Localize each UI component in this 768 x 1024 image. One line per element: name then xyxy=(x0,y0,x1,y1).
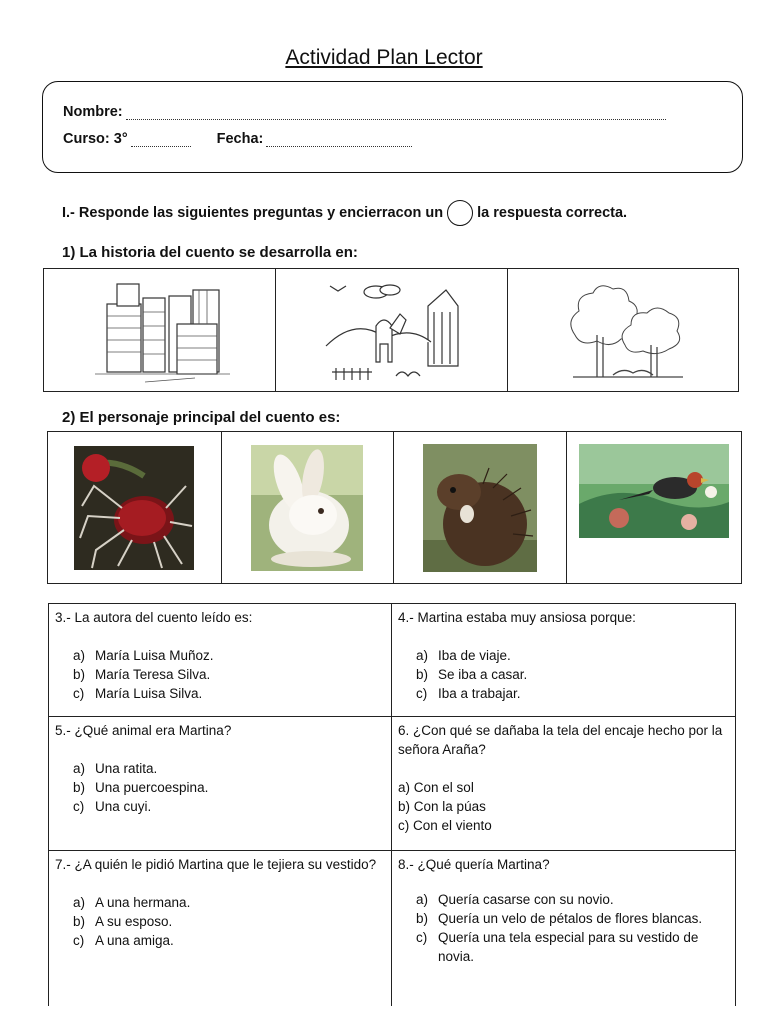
bird-option[interactable] xyxy=(567,432,742,583)
question-8-option-a[interactable]: a) Quería casarse con su novio. xyxy=(416,892,614,907)
porcupine-option[interactable] xyxy=(394,432,567,583)
course-field[interactable] xyxy=(131,134,191,147)
circle-icon xyxy=(447,200,473,226)
questions-table xyxy=(48,603,736,1006)
question-6-option-b[interactable]: b) Con la púas xyxy=(398,799,486,814)
forest-option[interactable] xyxy=(508,269,738,391)
course-label: Curso: 3° xyxy=(63,131,128,147)
question-7-title: 7.- ¿A quién le pidió Martina que le tejiera su vestido? xyxy=(55,857,377,872)
question-8-option-c[interactable]: c) Quería una tela especial para su vestido de novia. xyxy=(416,930,699,964)
question-8-option-b[interactable]: b) Quería un velo de pétalos de flores blancas. xyxy=(416,911,703,926)
question-1-options xyxy=(43,268,739,392)
question-1: 1) La historia del cuento se desarrolla en: xyxy=(62,244,358,261)
question-4-cell xyxy=(392,604,736,717)
question-6-title: 6. ¿Con qué se dañaba la tela del encaje hecho por la señora Araña? xyxy=(398,723,723,757)
page-title: Actividad Plan Lector xyxy=(285,46,483,69)
date-field[interactable] xyxy=(266,134,412,147)
city-option[interactable] xyxy=(44,269,276,391)
city-illustration xyxy=(85,274,235,386)
bird-photo xyxy=(579,444,729,538)
question-7-cell xyxy=(49,851,392,1006)
question-7-option-a[interactable]: a) A una hermana. xyxy=(73,895,191,910)
rabbit-photo xyxy=(251,445,363,571)
question-4-option-a[interactable]: a) Iba de viaje. xyxy=(416,648,511,663)
name-row xyxy=(63,104,666,120)
question-6-option-c[interactable]: c) Con el viento xyxy=(398,818,492,833)
farm-illustration xyxy=(316,276,466,384)
question-8-title: 8.- ¿Qué quería Martina? xyxy=(398,857,550,872)
question-3-option-a[interactable]: a) María Luisa Muñoz. xyxy=(73,648,214,663)
question-4-option-b[interactable]: b) Se iba a casar. xyxy=(416,667,528,682)
question-6-option-a[interactable]: a) Con el sol xyxy=(398,780,474,795)
course-date-row xyxy=(63,131,412,147)
question-4-option-c[interactable]: c) Iba a trabajar. xyxy=(416,686,521,701)
forest-illustration xyxy=(553,275,693,385)
farm-option[interactable] xyxy=(276,269,507,391)
question-3-cell xyxy=(49,604,392,717)
name-label: Nombre: xyxy=(63,104,123,120)
instruction xyxy=(62,200,627,226)
rabbit-option[interactable] xyxy=(222,432,395,583)
date-label: Fecha: xyxy=(216,131,264,147)
question-3-option-c[interactable]: c) María Luisa Silva. xyxy=(73,686,203,701)
spider-option[interactable] xyxy=(48,432,222,583)
question-5-option-a[interactable]: a) Una ratita. xyxy=(73,761,158,776)
question-7-option-c[interactable]: c) A una amiga. xyxy=(73,933,174,948)
question-2: 2) El personaje principal del cuento es: xyxy=(62,409,341,426)
question-7-option-b[interactable]: b) A su esposo. xyxy=(73,914,173,929)
porcupine-photo xyxy=(423,444,537,572)
question-5-option-b[interactable]: b) Una puercoespina. xyxy=(73,780,209,795)
question-2-options xyxy=(47,431,742,584)
name-field[interactable] xyxy=(126,107,666,120)
question-3-option-b[interactable]: b) María Teresa Silva. xyxy=(73,667,211,682)
spider-photo xyxy=(74,446,194,570)
question-3-title: 3.- La autora del cuento leído es: xyxy=(55,610,253,625)
instruction-text-1: I.- Responde las siguientes preguntas y encierracon un xyxy=(62,205,444,221)
question-5-cell xyxy=(49,717,392,851)
question-6-cell xyxy=(392,717,736,851)
question-5-option-c[interactable]: c) Una cuyi. xyxy=(73,799,152,814)
question-4-title: 4.- Martina estaba muy ansiosa porque: xyxy=(398,610,636,625)
instruction-text-2: la respuesta correcta. xyxy=(477,205,628,221)
question-5-title: 5.- ¿Qué animal era Martina? xyxy=(55,723,232,738)
question-8-cell xyxy=(392,851,736,1006)
student-info-box xyxy=(42,81,743,173)
